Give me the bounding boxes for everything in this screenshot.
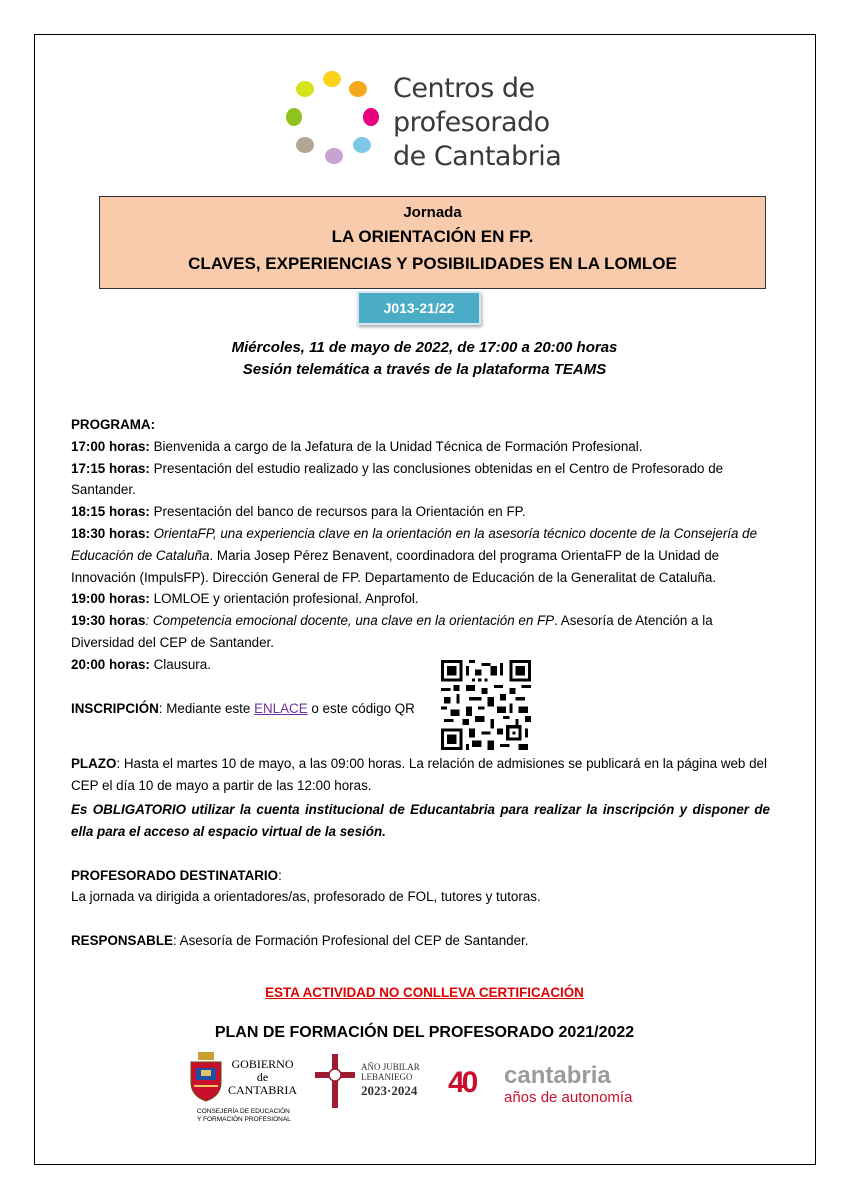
plazo-line xyxy=(71,753,770,797)
destinatario-text: La jornada va dirigida a orientadores/as, profesorado de FOL, tutores y tutoras. xyxy=(71,889,541,905)
logo-wordmark xyxy=(393,72,561,174)
programa-item xyxy=(71,588,770,610)
programa-item xyxy=(71,436,770,458)
gobierno-line1: GOBIERNO xyxy=(231,1057,294,1071)
jubilar-line2: LEBANIEGO xyxy=(361,1072,413,1082)
inscripcion-label: INSCRIPCIÓN xyxy=(71,700,159,716)
programa-item xyxy=(71,654,770,676)
cantabria-word: cantabria xyxy=(504,1062,611,1089)
programa-text: . Maria Josep Pérez Benavent, coordinadora del programa OrientaFP de la Unidad de Innovación (ImpulsFP). Dirección General de FP. Departamento de Educación de la Generalitat de Cataluña. xyxy=(71,547,720,585)
inscripcion-line xyxy=(71,698,770,720)
event-title-box xyxy=(99,196,766,289)
programa-text: . Asesoría de Atención a la Diversidad del CEP de Santander. xyxy=(71,613,713,650)
logo-petal xyxy=(323,71,341,87)
gobierno-line3: CANTABRIA xyxy=(228,1083,298,1097)
responsable-text: : Asesoría de Formación Profesional del CEP de Santander. xyxy=(172,933,529,949)
responsable-line xyxy=(71,930,770,952)
session-platform: Sesión telemática a través de la plataforma TEAMS xyxy=(242,361,607,378)
programa-content xyxy=(71,414,770,952)
destinatario-line xyxy=(71,865,770,887)
inscripcion-text: : Mediante este xyxy=(158,700,255,716)
logo-line: de Cantabria xyxy=(393,141,562,172)
programa-text: Presentación del estudio realizado y las conclusiones obtenidas en el Centro de Profesorado de Santander. xyxy=(71,460,724,498)
logo-line: profesorado xyxy=(393,107,550,138)
programa-time: 17:00 horas: xyxy=(71,438,150,454)
cep-cantabria-logo xyxy=(283,70,583,180)
programa-italic: OrientaFP, una experiencia clave en la orientación en la asesoría técnico docente de la Consejería de Educación de Cataluña xyxy=(71,525,758,563)
cantabria-number: 40 xyxy=(448,1066,476,1099)
programa-text: LOMLOE y orientación profesional. Anprofol. xyxy=(149,591,419,607)
programa-time: 18:15 horas: xyxy=(71,504,150,520)
programa-text: Clausura. xyxy=(149,656,211,672)
programa-text: Presentación del banco de recursos para la Orientación en FP. xyxy=(149,504,526,520)
logo-petal xyxy=(296,137,314,153)
event-kind: Jornada xyxy=(403,204,462,221)
programa-time: 20:00 horas: xyxy=(71,656,150,672)
coat-of-arms-icon xyxy=(188,1052,224,1102)
event-code-badge: J013-21/22 xyxy=(357,291,481,325)
logo-petal xyxy=(296,81,314,97)
programa-item xyxy=(71,458,770,502)
consejeria-line2: Y FORMACIÓN PROFESIONAL xyxy=(197,1116,291,1123)
ano-jubilar-logo xyxy=(313,1052,435,1114)
flower-logo-icon xyxy=(283,70,383,170)
cantabria-40-logo xyxy=(448,1064,658,1112)
gobierno-line2: de xyxy=(256,1070,269,1084)
inscripcion-link[interactable]: ENLACE xyxy=(254,700,308,716)
programa-item xyxy=(71,523,770,588)
programa-text: Bienvenida a cargo de la Jefatura de la Unidad Técnica de Formación Profesional. xyxy=(149,438,643,454)
qr-code-icon[interactable] xyxy=(441,660,531,750)
destinatario-colon: : xyxy=(278,867,282,883)
inscripcion-text-after: o este código QR xyxy=(307,700,415,716)
programa-time: 19:30 horas xyxy=(71,613,146,629)
programa-item xyxy=(71,501,770,523)
programa-italic: : Competencia emocional docente, una clave en la orientación en FP xyxy=(145,613,555,629)
cross-icon xyxy=(313,1052,357,1110)
consejeria-line1: CONSEJERÍA DE EDUCACIÓN xyxy=(197,1108,290,1115)
logo-petal xyxy=(353,137,371,153)
logo-petal xyxy=(325,148,343,164)
plazo-text: : Hasta el martes 10 de mayo, a las 09:00 horas. La relación de admisiones se publicará en la página web del CEP el día 10 de mayo a partir de las 12:00 horas. xyxy=(71,756,767,794)
responsable-label: RESPONSABLE xyxy=(71,933,173,949)
logo-petal xyxy=(363,108,379,126)
destinatario-label: PROFESORADO DESTINATARIO xyxy=(71,867,279,883)
plazo-label: PLAZO xyxy=(71,756,117,772)
certification-notice: ESTA ACTIVIDAD NO CONLLEVA CERTIFICACIÓN xyxy=(265,985,584,1000)
programa-time: 17:15 horas: xyxy=(71,460,150,476)
session-date: Miércoles, 11 de mayo de 2022, de 17:00 a 20:00 horas xyxy=(231,339,618,356)
programa-time: 18:30 horas: xyxy=(71,525,150,541)
cantabria-sub: años de autonomía xyxy=(504,1089,633,1106)
session-info xyxy=(0,337,849,381)
event-title-line1: LA ORIENTACIÓN EN FP. xyxy=(331,227,534,246)
logo-line: Centros de xyxy=(393,73,535,104)
programa-heading: PROGRAMA: xyxy=(71,417,156,432)
programa-time: 19:00 horas: xyxy=(71,591,150,607)
jubilar-years: 2023·2024 xyxy=(361,1083,418,1098)
jubilar-line1: AÑO JUBILAR xyxy=(361,1062,420,1072)
logo-petal xyxy=(286,108,302,126)
obligatorio-note: Es OBLIGATORIO utilizar la cuenta institucional de Educantabria para realizar la inscripción y disponer de ella para el acceso al espacio virtual de la sesión. xyxy=(71,801,770,839)
gobierno-cantabria-logo xyxy=(188,1048,308,1130)
event-title-line2: CLAVES, EXPERIENCIAS Y POSIBILIDADES EN LA LOMLOE xyxy=(188,254,677,273)
plan-title: PLAN DE FORMACIÓN DEL PROFESORADO 2021/2022 xyxy=(214,1024,635,1041)
programa-item xyxy=(71,610,770,654)
logo-petal xyxy=(349,81,367,97)
